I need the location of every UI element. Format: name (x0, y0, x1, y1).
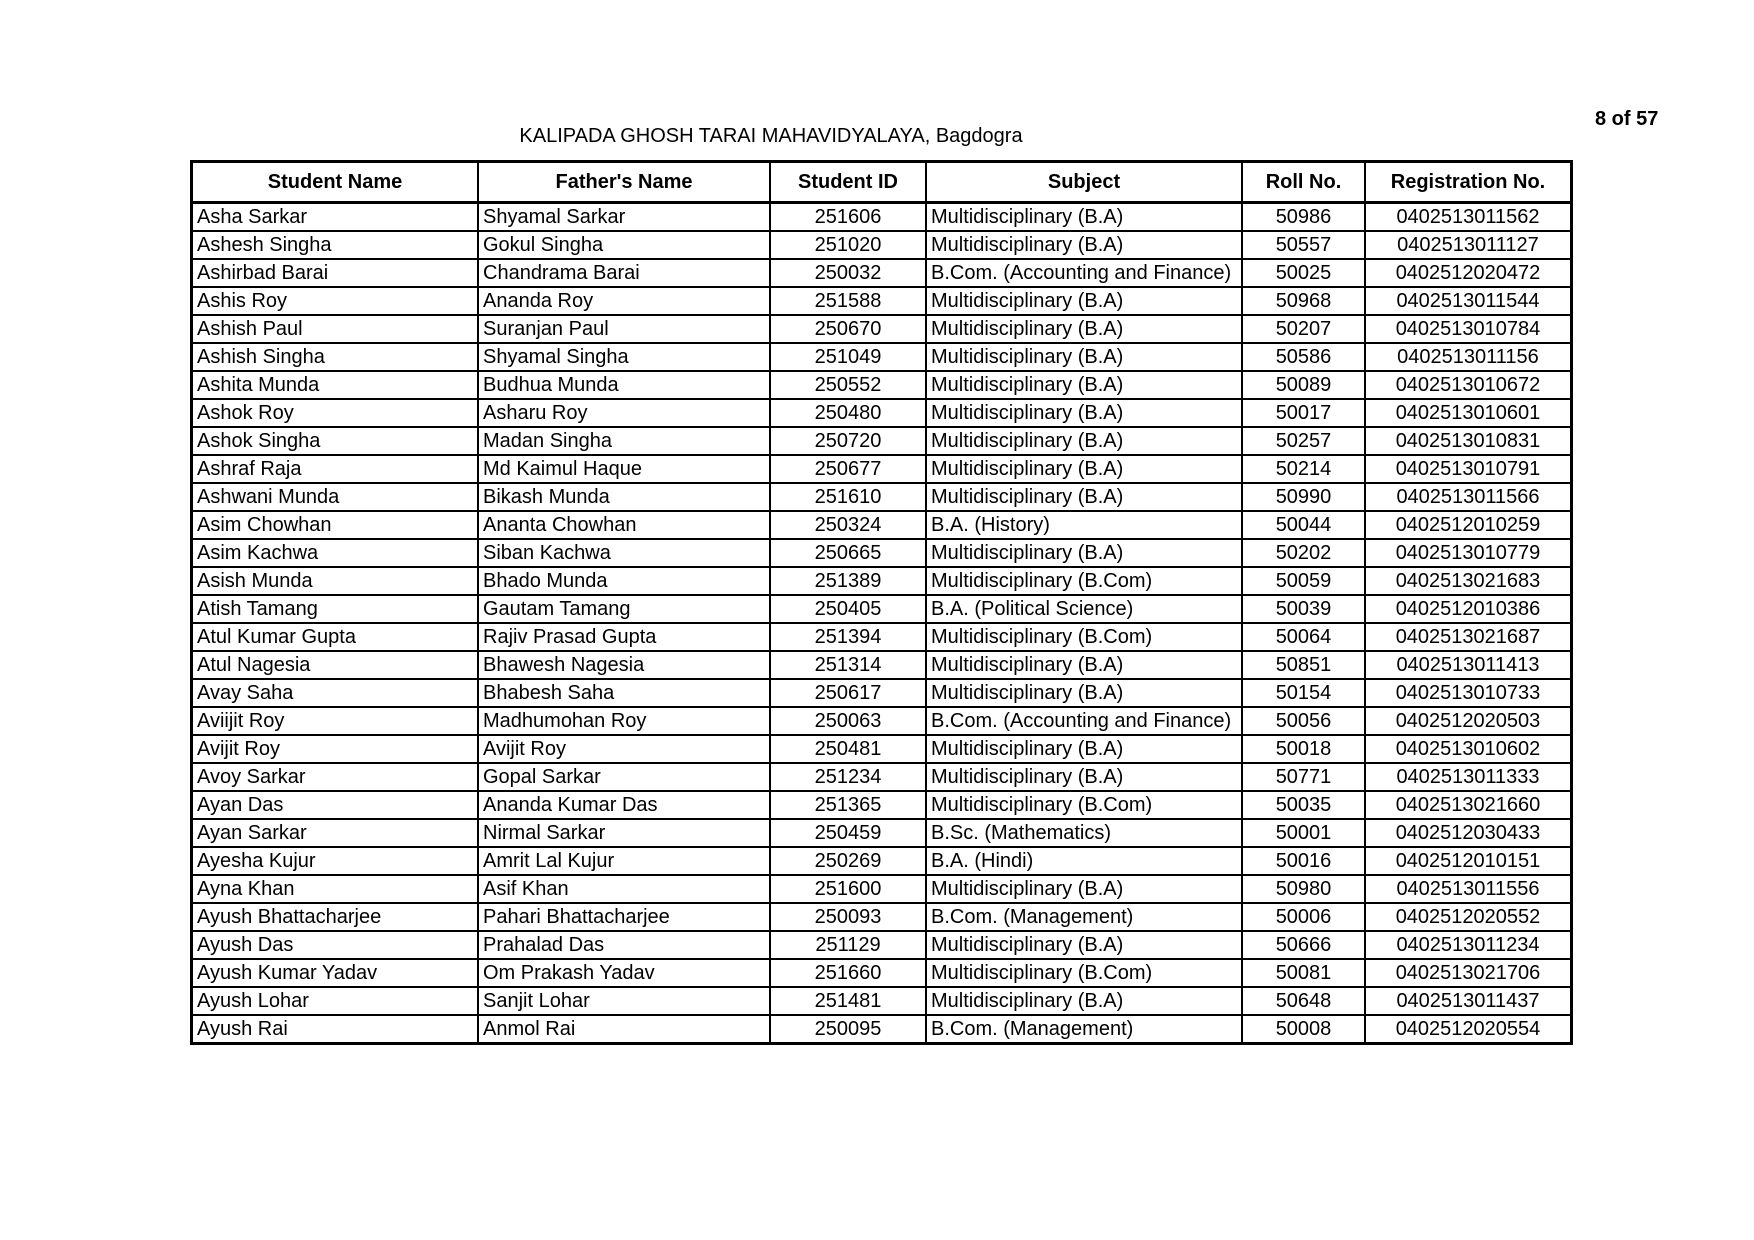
cell-fathers-name: Suranjan Paul (478, 315, 770, 343)
cell-registration-no: 0402513011413 (1365, 651, 1572, 679)
cell-fathers-name: Rajiv Prasad Gupta (478, 623, 770, 651)
cell-fathers-name: Avijit Roy (478, 735, 770, 763)
cell-registration-no: 0402513010779 (1365, 539, 1572, 567)
table-row (192, 259, 1572, 287)
student-roster-table (190, 160, 1573, 1045)
cell-roll-no: 50214 (1242, 455, 1365, 483)
cell-subject: Multidisciplinary (B.A) (926, 287, 1242, 315)
cell-student-name: Ashis Roy (192, 287, 479, 315)
cell-student-id: 251365 (770, 791, 926, 819)
cell-roll-no: 50056 (1242, 707, 1365, 735)
cell-student-id: 250095 (770, 1015, 926, 1044)
cell-subject: Multidisciplinary (B.A) (926, 399, 1242, 427)
cell-subject: Multidisciplinary (B.A) (926, 763, 1242, 791)
cell-registration-no: 0402512020472 (1365, 259, 1572, 287)
cell-roll-no: 50044 (1242, 511, 1365, 539)
header-student-id: Student ID (770, 162, 926, 203)
table-row (192, 231, 1572, 259)
table-row (192, 595, 1572, 623)
cell-subject: B.A. (Hindi) (926, 847, 1242, 875)
cell-roll-no: 50017 (1242, 399, 1365, 427)
header-registration-no: Registration No. (1365, 162, 1572, 203)
cell-student-name: Ashwani Munda (192, 483, 479, 511)
cell-roll-no: 50001 (1242, 819, 1365, 847)
cell-student-name: Aviijit Roy (192, 707, 479, 735)
cell-student-id: 250665 (770, 539, 926, 567)
cell-roll-no: 50990 (1242, 483, 1365, 511)
cell-student-id: 250063 (770, 707, 926, 735)
cell-fathers-name: Gopal Sarkar (478, 763, 770, 791)
cell-student-id: 251049 (770, 343, 926, 371)
document-title-wrapper (0, 125, 1754, 148)
cell-subject: Multidisciplinary (B.Com) (926, 959, 1242, 987)
cell-student-name: Ashirbad Barai (192, 259, 479, 287)
cell-roll-no: 50059 (1242, 567, 1365, 595)
page-indicator: 8 of 57 (1595, 108, 1659, 130)
cell-roll-no: 50064 (1242, 623, 1365, 651)
document-title: KALIPADA GHOSH TARAI MAHAVIDYALAYA, Bagdogra (519, 125, 1023, 147)
table-row (192, 371, 1572, 399)
cell-registration-no: 0402512020552 (1365, 903, 1572, 931)
cell-subject: B.A. (History) (926, 511, 1242, 539)
cell-subject: B.Com. (Management) (926, 903, 1242, 931)
cell-student-name: Ashish Paul (192, 315, 479, 343)
cell-registration-no: 0402513011556 (1365, 875, 1572, 903)
table-body (192, 203, 1572, 1044)
table-row (192, 791, 1572, 819)
cell-subject: B.Com. (Accounting and Finance) (926, 259, 1242, 287)
cell-roll-no: 50025 (1242, 259, 1365, 287)
cell-fathers-name: Anmol Rai (478, 1015, 770, 1044)
cell-registration-no: 0402513021660 (1365, 791, 1572, 819)
cell-student-id: 251600 (770, 875, 926, 903)
cell-student-name: Ashok Singha (192, 427, 479, 455)
cell-roll-no: 50207 (1242, 315, 1365, 343)
cell-registration-no: 0402513010602 (1365, 735, 1572, 763)
cell-student-id: 251389 (770, 567, 926, 595)
cell-fathers-name: Prahalad Das (478, 931, 770, 959)
cell-roll-no: 50006 (1242, 903, 1365, 931)
cell-subject: B.Com. (Accounting and Finance) (926, 707, 1242, 735)
cell-roll-no: 50154 (1242, 679, 1365, 707)
cell-subject: B.Sc. (Mathematics) (926, 819, 1242, 847)
cell-roll-no: 50035 (1242, 791, 1365, 819)
table-row (192, 399, 1572, 427)
table-row (192, 287, 1572, 315)
cell-fathers-name: Bhawesh Nagesia (478, 651, 770, 679)
cell-student-id: 251588 (770, 287, 926, 315)
cell-student-id: 251020 (770, 231, 926, 259)
cell-fathers-name: Ananda Roy (478, 287, 770, 315)
cell-fathers-name: Bikash Munda (478, 483, 770, 511)
cell-registration-no: 0402513010831 (1365, 427, 1572, 455)
cell-student-name: Avijit Roy (192, 735, 479, 763)
table-row (192, 819, 1572, 847)
cell-student-id: 250481 (770, 735, 926, 763)
table-row (192, 623, 1572, 651)
cell-roll-no: 50081 (1242, 959, 1365, 987)
cell-student-name: Asim Kachwa (192, 539, 479, 567)
cell-student-name: Ashish Singha (192, 343, 479, 371)
cell-registration-no: 0402512020554 (1365, 1015, 1572, 1044)
cell-roll-no: 50557 (1242, 231, 1365, 259)
cell-fathers-name: Amrit Lal Kujur (478, 847, 770, 875)
cell-roll-no: 50586 (1242, 343, 1365, 371)
cell-roll-no: 50648 (1242, 987, 1365, 1015)
cell-fathers-name: Gautam Tamang (478, 595, 770, 623)
table-row (192, 483, 1572, 511)
cell-student-name: Atul Nagesia (192, 651, 479, 679)
cell-student-name: Ashraf Raja (192, 455, 479, 483)
table-row (192, 539, 1572, 567)
cell-roll-no: 50039 (1242, 595, 1365, 623)
cell-student-name: Asish Munda (192, 567, 479, 595)
cell-subject: Multidisciplinary (B.A) (926, 931, 1242, 959)
cell-subject: B.Com. (Management) (926, 1015, 1242, 1044)
cell-student-name: Asha Sarkar (192, 203, 479, 232)
cell-student-id: 250617 (770, 679, 926, 707)
cell-fathers-name: Siban Kachwa (478, 539, 770, 567)
table-row (192, 427, 1572, 455)
cell-fathers-name: Gokul Singha (478, 231, 770, 259)
cell-roll-no: 50666 (1242, 931, 1365, 959)
cell-student-id: 250720 (770, 427, 926, 455)
cell-subject: Multidisciplinary (B.A) (926, 231, 1242, 259)
cell-registration-no: 0402513011437 (1365, 987, 1572, 1015)
cell-student-name: Avoy Sarkar (192, 763, 479, 791)
cell-student-name: Ayush Das (192, 931, 479, 959)
cell-subject: Multidisciplinary (B.A) (926, 371, 1242, 399)
cell-student-id: 251660 (770, 959, 926, 987)
table-row (192, 651, 1572, 679)
cell-fathers-name: Md Kaimul Haque (478, 455, 770, 483)
cell-student-id: 251234 (770, 763, 926, 791)
cell-student-id: 250552 (770, 371, 926, 399)
cell-subject: B.A. (Political Science) (926, 595, 1242, 623)
table-row (192, 959, 1572, 987)
cell-registration-no: 0402513011566 (1365, 483, 1572, 511)
table-row (192, 875, 1572, 903)
table-row (192, 1015, 1572, 1044)
cell-student-id: 250269 (770, 847, 926, 875)
table-row (192, 735, 1572, 763)
cell-student-id: 250405 (770, 595, 926, 623)
cell-student-name: Ayesha Kujur (192, 847, 479, 875)
cell-subject: Multidisciplinary (B.A) (926, 735, 1242, 763)
table-row (192, 315, 1572, 343)
cell-registration-no: 0402513010672 (1365, 371, 1572, 399)
cell-fathers-name: Asif Khan (478, 875, 770, 903)
table-row (192, 847, 1572, 875)
cell-subject: Multidisciplinary (B.A) (926, 427, 1242, 455)
cell-roll-no: 50257 (1242, 427, 1365, 455)
cell-fathers-name: Shyamal Singha (478, 343, 770, 371)
cell-subject: Multidisciplinary (B.A) (926, 315, 1242, 343)
header-subject: Subject (926, 162, 1242, 203)
cell-registration-no: 0402513011234 (1365, 931, 1572, 959)
cell-student-name: Ayna Khan (192, 875, 479, 903)
cell-subject: Multidisciplinary (B.A) (926, 539, 1242, 567)
cell-subject: Multidisciplinary (B.A) (926, 651, 1242, 679)
cell-student-id: 250324 (770, 511, 926, 539)
cell-student-id: 250093 (770, 903, 926, 931)
cell-roll-no: 50771 (1242, 763, 1365, 791)
cell-registration-no: 0402512010259 (1365, 511, 1572, 539)
cell-fathers-name: Budhua Munda (478, 371, 770, 399)
cell-student-id: 251481 (770, 987, 926, 1015)
table-row (192, 567, 1572, 595)
cell-registration-no: 0402513011562 (1365, 203, 1572, 232)
cell-student-name: Ashita Munda (192, 371, 479, 399)
header-fathers-name: Father's Name (478, 162, 770, 203)
cell-roll-no: 50851 (1242, 651, 1365, 679)
cell-fathers-name: Sanjit Lohar (478, 987, 770, 1015)
cell-roll-no: 50968 (1242, 287, 1365, 315)
cell-student-id: 250032 (770, 259, 926, 287)
cell-subject: Multidisciplinary (B.A) (926, 455, 1242, 483)
table-row (192, 707, 1572, 735)
cell-registration-no: 0402513011333 (1365, 763, 1572, 791)
cell-registration-no: 0402513011156 (1365, 343, 1572, 371)
cell-registration-no: 0402513021706 (1365, 959, 1572, 987)
cell-student-id: 251394 (770, 623, 926, 651)
table-row (192, 455, 1572, 483)
cell-fathers-name: Madhumohan Roy (478, 707, 770, 735)
cell-registration-no: 0402512010151 (1365, 847, 1572, 875)
cell-subject: Multidisciplinary (B.A) (926, 679, 1242, 707)
cell-student-name: Ashok Roy (192, 399, 479, 427)
cell-fathers-name: Bhabesh Saha (478, 679, 770, 707)
cell-roll-no: 50018 (1242, 735, 1365, 763)
header-roll-no: Roll No. (1242, 162, 1365, 203)
cell-registration-no: 0402513010784 (1365, 315, 1572, 343)
cell-registration-no: 0402512030433 (1365, 819, 1572, 847)
cell-registration-no: 0402512010386 (1365, 595, 1572, 623)
cell-registration-no: 0402513010733 (1365, 679, 1572, 707)
cell-student-id: 250677 (770, 455, 926, 483)
cell-subject: Multidisciplinary (B.A) (926, 483, 1242, 511)
cell-fathers-name: Ananta Chowhan (478, 511, 770, 539)
cell-student-name: Asim Chowhan (192, 511, 479, 539)
cell-registration-no: 0402513011127 (1365, 231, 1572, 259)
cell-registration-no: 0402513010791 (1365, 455, 1572, 483)
cell-fathers-name: Pahari Bhattacharjee (478, 903, 770, 931)
cell-roll-no: 50089 (1242, 371, 1365, 399)
cell-student-name: Ayush Bhattacharjee (192, 903, 479, 931)
cell-registration-no: 0402513021683 (1365, 567, 1572, 595)
cell-subject: Multidisciplinary (B.Com) (926, 567, 1242, 595)
cell-subject: Multidisciplinary (B.A) (926, 203, 1242, 232)
table-row (192, 987, 1572, 1015)
cell-student-name: Ayush Lohar (192, 987, 479, 1015)
cell-subject: Multidisciplinary (B.A) (926, 875, 1242, 903)
cell-student-id: 251129 (770, 931, 926, 959)
table-row (192, 903, 1572, 931)
cell-student-name: Ayush Rai (192, 1015, 479, 1044)
table-row (192, 203, 1572, 232)
table-row (192, 763, 1572, 791)
table-header (192, 162, 1572, 203)
table-row (192, 679, 1572, 707)
cell-subject: Multidisciplinary (B.Com) (926, 791, 1242, 819)
cell-fathers-name: Nirmal Sarkar (478, 819, 770, 847)
cell-student-name: Atish Tamang (192, 595, 479, 623)
cell-student-id: 251610 (770, 483, 926, 511)
cell-subject: Multidisciplinary (B.A) (926, 987, 1242, 1015)
table-row (192, 343, 1572, 371)
cell-roll-no: 50016 (1242, 847, 1365, 875)
cell-fathers-name: Chandrama Barai (478, 259, 770, 287)
cell-fathers-name: Om Prakash Yadav (478, 959, 770, 987)
cell-fathers-name: Ananda Kumar Das (478, 791, 770, 819)
header-student-name: Student Name (192, 162, 479, 203)
cell-student-name: Ayan Sarkar (192, 819, 479, 847)
cell-student-name: Ashesh Singha (192, 231, 479, 259)
cell-student-id: 251314 (770, 651, 926, 679)
cell-registration-no: 0402513021687 (1365, 623, 1572, 651)
cell-registration-no: 0402513011544 (1365, 287, 1572, 315)
cell-student-id: 251606 (770, 203, 926, 232)
cell-student-name: Ayush Kumar Yadav (192, 959, 479, 987)
cell-student-name: Avay Saha (192, 679, 479, 707)
table-row (192, 931, 1572, 959)
cell-registration-no: 0402513010601 (1365, 399, 1572, 427)
cell-fathers-name: Asharu Roy (478, 399, 770, 427)
cell-student-id: 250670 (770, 315, 926, 343)
cell-student-name: Atul Kumar Gupta (192, 623, 479, 651)
cell-fathers-name: Bhado Munda (478, 567, 770, 595)
cell-subject: Multidisciplinary (B.Com) (926, 623, 1242, 651)
cell-student-id: 250459 (770, 819, 926, 847)
cell-fathers-name: Madan Singha (478, 427, 770, 455)
cell-roll-no: 50986 (1242, 203, 1365, 232)
cell-roll-no: 50008 (1242, 1015, 1365, 1044)
cell-roll-no: 50202 (1242, 539, 1365, 567)
cell-roll-no: 50980 (1242, 875, 1365, 903)
cell-student-id: 250480 (770, 399, 926, 427)
cell-subject: Multidisciplinary (B.A) (926, 343, 1242, 371)
cell-student-name: Ayan Das (192, 791, 479, 819)
header-row (192, 162, 1572, 203)
cell-registration-no: 0402512020503 (1365, 707, 1572, 735)
table-row (192, 511, 1572, 539)
cell-fathers-name: Shyamal Sarkar (478, 203, 770, 232)
